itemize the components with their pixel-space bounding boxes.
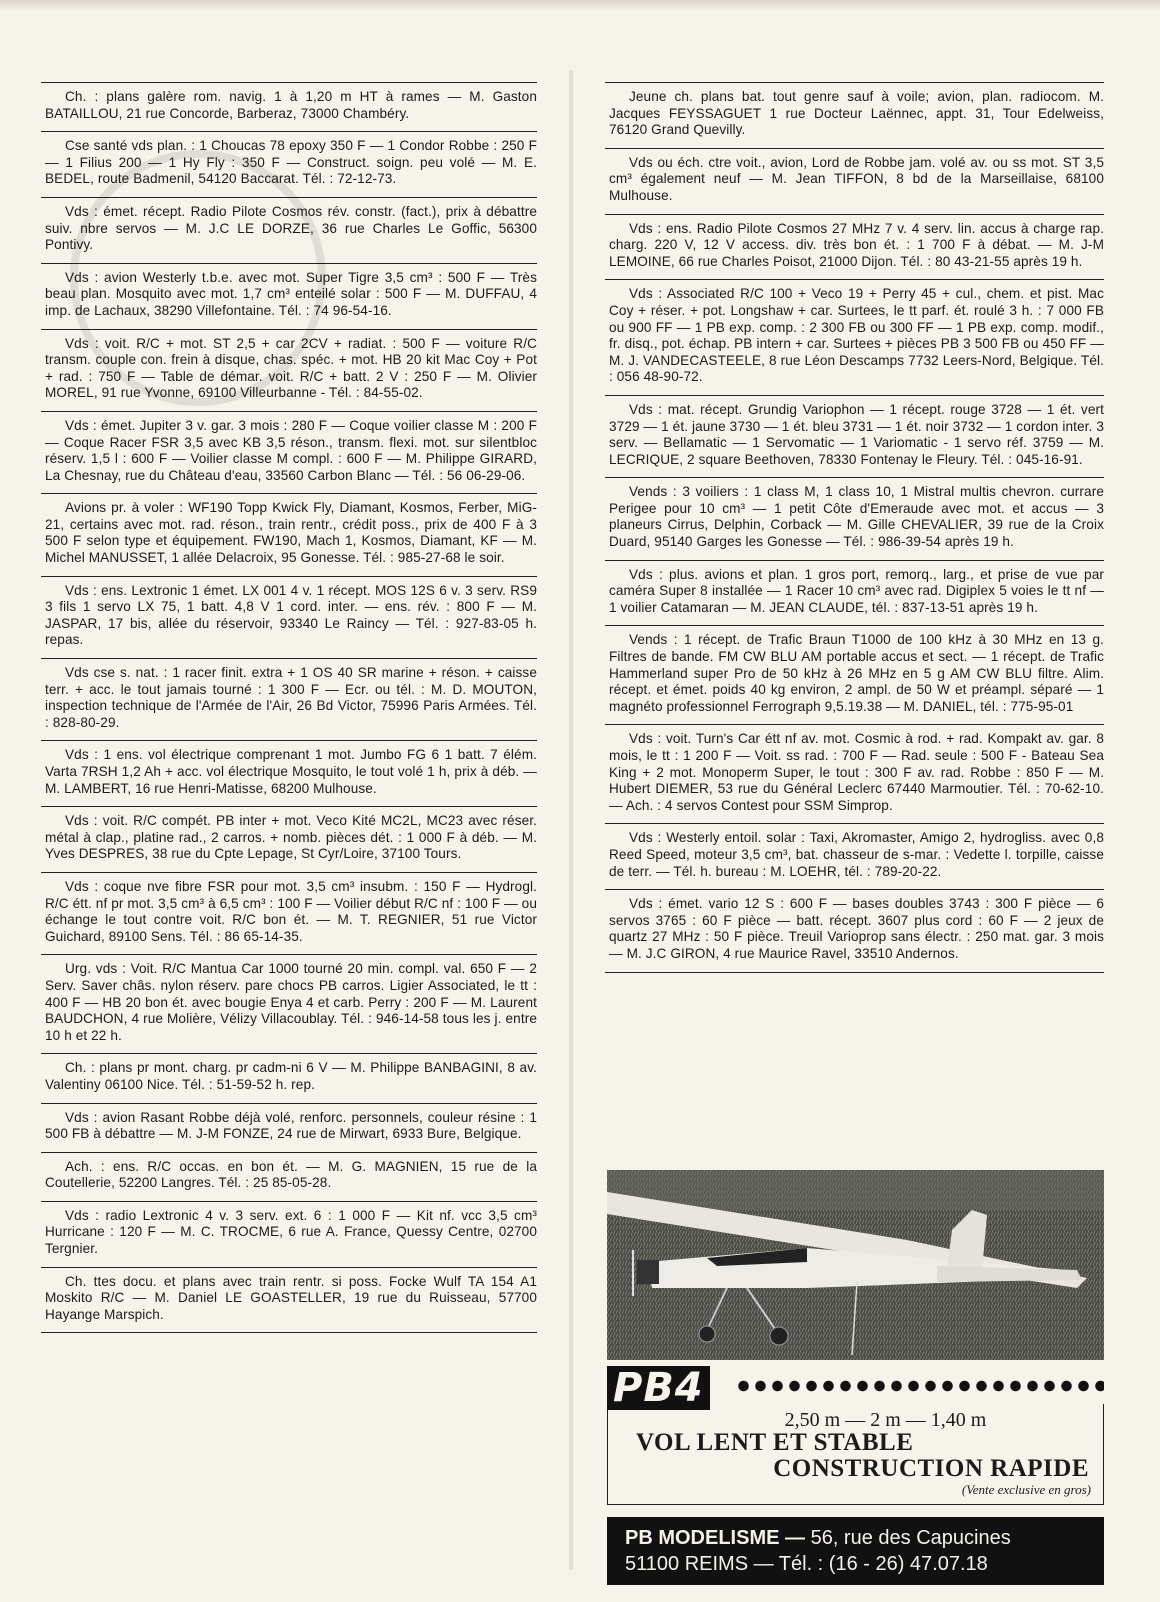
classified-ad: Vds : radio Lextronic 4 v. 3 serv. ext. 6 : 1 000 F — Kit nf. vcc 3,5 cm³ Hurricane : 120 F — M. C. TROCME, 6 rue A. France, Quessy Centre, 02700 Tergnier. <box>41 1201 537 1267</box>
classified-ad: Vds : émet. Jupiter 3 v. gar. 3 mois : 280 F — Coque voilier classe M : 200 F — Coque Racer FSR 3,5 avec KB 3,5 réson., transm. flexi. mot. sur silentbloc réserv. 1,5 l : 600 F — Voilier classe M compl. : 600 F — M. Philippe GIRARD, La Chesnay, rue du Château d'eau, 33560 Carbon Blanc — Tél. : 56 06-29-06. <box>41 411 537 493</box>
classified-ad: Vds : voit. Turn's Car étt nf av. mot. Cosmic à rod. + rad. Kompakt av. gar. 8 mois, le tt : 1 200 F — Voit. ss rad. : 700 F — Rad. seule : 500 F - Bateau Sea King + 2 mot. Monoperm Super, le tout : 300 F av. rad. Robbe : 850 F — M. Hubert DIEMER, 53 rue du Général Leclerc 67440 Marmoutier. Tél. : 70-62-10. — Ach. : 4 servos Contest pour SSM Simprop. <box>605 724 1104 823</box>
company-city-phone: 51100 REIMS — Tél. : (16 - 26) 47.07.18 <box>625 1553 988 1575</box>
model-dimensions: 2,50 m — 2 m — 1,40 m <box>784 1409 987 1431</box>
page-gutter <box>569 70 573 1570</box>
decorative-dots <box>735 1378 1104 1394</box>
classified-ad: Vds : avion Rasant Robbe déjà volé, renforc. personnels, couleur résine : 1 500 FB à débattre — M. J-M FONZE, 24 rue de Mirwart, 6933 Bure, Belgique. <box>41 1103 537 1152</box>
pb4-logo-row <box>607 1366 1104 1410</box>
page-top-shadow <box>0 0 1160 12</box>
classified-ad: Vds : Associated R/C 100 + Veco 19 + Perry 45 + cul., chem. et pist. Mac Coy + réser. + pot. Longshaw + car. Surtees, le tt parf. ét. roulé 3 h. : 7 000 FB ou 900 FF — 1 PB exp. comp. : 2 300 FB ou 300 FF — 1 PB exp. comp. modif., fr. disq., pot. échap. PB intern + car. Surtees + pièces PB 3 500 FB ou 450 FF — M. J. VANDECASTEELE, 8 rue Léon Descamps 7732 Leers-Nord, Belgique. Tél. : 056 48-90-72. <box>605 279 1104 395</box>
classified-ad: Vds ou éch. ctre voit., avion, Lord de Robbe jam. volé av. ou ss mot. ST 3,5 cm³ également neuf — M. Jean TIFFON, 8 bd de la Marseillaise, 68100 Mulhouse. <box>605 148 1104 214</box>
promo-text-box <box>607 1404 1104 1505</box>
classified-ad: Vds : émet. récept. Radio Pilote Cosmos rév. constr. (fact.), prix à débattre suiv. nbre servos — M. J.C LE DORZE, 36 rue Charles Le Goffic, 56300 Pontivy. <box>41 197 537 263</box>
classified-ad: Vds cse s. nat. : 1 racer finit. extra + 1 OS 40 SR marine + réson. + caisse terr. + acc. le tout jamais tourné : 1 300 F — Ecr. ou tél. : M. D. MOUTON, inspection technique de l'Armée de l'Air, 26 Bd Victor, 75996 Paris Armées. Tél. : 828-80-29. <box>41 658 537 740</box>
classified-ad: Cse santé vds plan. : 1 Choucas 78 epoxy 350 F — 1 Condor Robbe : 250 F — 1 Filius 200 — 1 Hy Fly : 350 F — Construct. soign. peu volé — M. E. BEDEL, route Badmenil, 54120 Baccarat. Tél. : 72-12-73. <box>41 131 537 197</box>
classified-ad: Vds : coque nve fibre FSR pour mot. 3,5 cm³ insubm. : 150 F — Hydrogl. R/C étt. nf pr mot. 3,5 cm³ à 6,5 cm³ : 100 F — Voilier début R/C nf : 100 F — ou échange le tout contre voit. R/C bon ét. — M. T. REGNIER, 51 rue Victor Guichard, 89100 Sens. Tél. : 86 65-14-35. <box>41 872 537 954</box>
classified-ad: Vds : émet. vario 12 S : 600 F — bases doubles 3743 : 300 F pièce — 6 servos 3765 : 60 F pièce — batt. récept. 3607 plus cord : 60 F — 2 jeux de quartz 27 MHz : 50 F pièce. Treuil Varioprop sans électr. : 250 mat. gar. 3 mois — M. J.C GIRON, 4 rue Maurice Ravel, 33510 Andernos. <box>605 889 1104 972</box>
slogan-line-2: CONSTRUCTION RAPIDE <box>773 1455 1089 1482</box>
company-contact-block <box>607 1517 1104 1585</box>
classified-ad: Avions pr. à voler : WF190 Topp Kwick Fly, Diamant, Kosmos, Ferber, MiG-21, certains avec mot. rad. réson., train rentr., crédit poss., prix de 400 F à 3 500 F selon type et équipement. FW190, Mach 1, Kosmos, Diamant, KF — M. Michel MANUSSET, 1 allée Delacroix, 95 Gonesse. Tél. : 985-27-68 le soir. <box>41 493 537 575</box>
pb4-advertisement <box>607 1170 1104 1585</box>
model-airplane-photo <box>607 1170 1104 1360</box>
classified-ad: Vds : plus. avions et plan. 1 gros port, remorq., larg., et prise de vue par caméra Super 8 installée — 1 Racer 10 cm³ avec rad. Digiplex 5 voies le tt nf — 1 voilier Catamaran — M. JEAN CLAUDE, tél. : 837-13-51 après 19 h. <box>605 560 1104 626</box>
classified-ad: Jeune ch. plans bat. tout genre sauf à voile; avion, plan. radiocom. M. Jacques FEYSSAGUET 1 rue Docteur Laënnec, appt. 31, Tour Edelweiss, 76120 Grand Quevilly. <box>605 82 1104 148</box>
company-street: 56, rue des Capucines <box>805 1527 1011 1549</box>
slogan-line-1: VOL LENT ET STABLE <box>636 1429 914 1456</box>
classified-ad: Vds : voit. R/C + mot. ST 2,5 + car 2CV + radiat. : 500 F — voiture R/C transm. couple con. frein à disque, chas. spéc. + mot. HB 20 kit Mac Coy + Pot + rad. : 750 F — Table de démar. voit. R/C + batt. 2 V : 250 F — M. Olivier MOREL, 91 rue Yvonne, 69100 Villeurbanne - Tél. : 84-55-02. <box>41 329 537 411</box>
classified-ad: Vds : ens. Lextronic 1 émet. LX 001 4 v. 1 récept. MOS 12S 6 v. 3 serv. RS9 3 fils 1 servo LX 75, 1 batt. 4,8 V 1 cord. inter. — ens. rév. : 800 F — M. JASPAR, 17 bis, allée du réservoir, 93340 Le Raincy — Tél. : 927-83-05 h. repas. <box>41 576 537 658</box>
classified-ad: Ch. : plans galère rom. navig. 1 à 1,20 m HT à rames — M. Gaston BATAILLOU, 21 rue Concorde, Barberaz, 73000 Chambéry. <box>41 82 537 131</box>
classified-ad: Vds : avion Westerly t.b.e. avec mot. Super Tigre 3,5 cm³ : 500 F — Très beau plan. Mosquito avec mot. 1,7 cm³ enteilé solar : 500 F — M. DUFFAU, 4 imp. de Lachaux, 38290 Villefontaine. Tél. : 74 96-54-16. <box>41 263 537 329</box>
classified-ad: Ch. ttes docu. et plans avec train rentr. si poss. Focke Wulf TA 154 A1 Moskito R/C — M. Daniel LE GOASTELLER, 19 rue du Ruisseau, 57700 Hayange Marspich. <box>41 1267 537 1334</box>
classified-ad: Ach. : ens. R/C occas. en bon ét. — M. G. MAGNIEN, 15 rue de la Coutellerie, 52200 Langres. Tél. : 25 85-05-28. <box>41 1152 537 1201</box>
classified-ad: Vds : ens. Radio Pilote Cosmos 27 MHz 7 v. 4 serv. lin. accus à charge rap. charg. 220 V, 12 V access. div. très bon ét. : 1 700 F à débat. — M. J-M LEMOINE, 66 rue Charles Poisot, 21000 Dijon. Tél. : 80 43-21-55 après 19 h. <box>605 214 1104 280</box>
classified-ad: Vends : 3 voiliers : 1 class M, 1 class 10, 1 Mistral multis chevron. currare Perigee pour 10 cm³ — 1 petit Côte d'Emeraude avec mot. et accus — 3 planeurs Cirrus, Delphin, Corback — M. Gille CHEVALIER, 39 rue de la Croix Duard, 95140 Garges les Gonesse — Tél. : 986-39-54 après 19 h. <box>605 477 1104 559</box>
classified-ad: Vends : 1 récept. de Trafic Braun T1000 de 100 kHz à 30 MHz en 13 g. Filtres de bande. FM CW BLU AM portable accus et sect. — 1 récept. de Trafic Hammerland super Pro de 50 kHz à 26 MHz en 5 g AM CW BLU filtre. Alim. récept. et émet. poids 40 kg environ, 2 ampl. de 50 W et préampl. séparé — 1 magnéto professionnel Ferrograph 9,5.19.38 — M. DANIEL, tél. : 775-95-01 <box>605 625 1104 724</box>
classified-ad: Vds : mat. récept. Grundig Variophon — 1 récept. rouge 3728 — 1 ét. vert 3729 — 1 ét. jaune 3730 — 1 ét. bleu 3731 — 1 ét. noir 3732 — 1 cordon inter. 3 serv. — Bellamatic — 1 Servomatic — 1 Variomatic - 1 servo réf. 3759 — M. LECRIQUE, 2 square Beethoven, 78330 Fontenay le Fleury. Tél. : 045-16-91. <box>605 395 1104 477</box>
sales-note: (Vente exclusive en gros) <box>961 1482 1091 1497</box>
classified-ad: Ch. : plans pr mont. charg. pr cadm-ni 6 V — M. Philippe BANBAGINI, 8 av. Valentiny 06100 Nice. Tél. : 51-59-52 h. rep. <box>41 1053 537 1102</box>
classified-ad: Vds : Westerly entoil. solar : Taxi, Akromaster, Amigo 2, hydrogliss. avec 0,8 Reed Speed, moteur 3,5 cm³, bat. chasseur de s-mar. : Vedette l. torpille, caisse de terr. — Tél. h. bureau : M. LOEHR, tél. : 789-20-22. <box>605 823 1104 889</box>
classified-ad: Vds : 1 ens. vol électrique comprenant 1 mot. Jumbo FG 6 1 batt. 7 élém. Varta 7RSH 1,2 Ah + acc. vol électrique Mosquito, le tout volé 1 h, prix à déb. — M. LAMBERT, 16 rue Henri-Matisse, 68200 Mulhouse. <box>41 740 537 806</box>
company-name: PB MODELISME — <box>625 1527 806 1549</box>
left-column-classifieds <box>41 82 537 1333</box>
right-column-classifieds <box>605 82 1104 973</box>
pb4-logo: PB4 <box>607 1366 710 1410</box>
classified-ad: Urg. vds : Voit. R/C Mantua Car 1000 tourné 20 min. compl. val. 650 F — 2 Serv. Saver châs. nylon réserv. pare chocs PB carros. Ligier Associated, le tt : 400 F — HB 20 bon ét. avec bougie Enya 4 et carb. Perry : 200 F — M. Laurent BAUDCHON, 4 rue Molière, Vélizy Villacoublay. Tél. : 946-14-58 tous les j. entre 10 h et 22 h. <box>41 954 537 1053</box>
classified-ad: Vds : voit. R/C compét. PB inter + mot. Veco Kité MC2L, MC23 avec réser. métal à clap., platine rad., 2 carros. + nomb. pièces dét. : 1 000 F à déb. — M. Yves DESPRES, 38 rue du Cpte Lepage, St Cyr/Loire, 37100 Tours. <box>41 806 537 872</box>
